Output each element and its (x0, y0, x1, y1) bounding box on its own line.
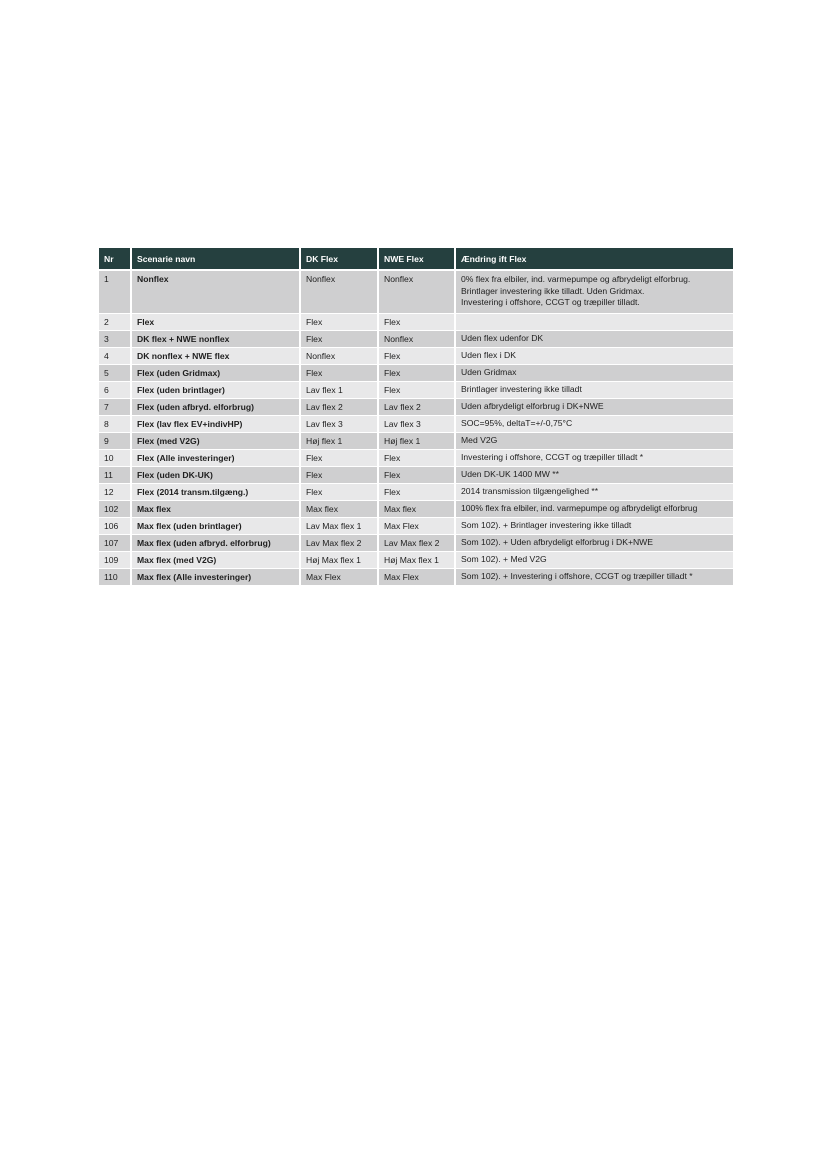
cell-change: Med V2G (455, 433, 733, 450)
cell-nr: 106 (99, 518, 131, 535)
table-row (99, 535, 733, 552)
cell-nr: 3 (99, 331, 131, 348)
table-row (99, 433, 733, 450)
cell-scenario-name: Flex (lav flex EV+indivHP) (131, 416, 300, 433)
cell-nr: 109 (99, 552, 131, 569)
cell-dk-flex: Flex (300, 365, 378, 382)
scenario-table (99, 248, 733, 586)
header-nwe-flex: NWE Flex (378, 248, 455, 270)
cell-nr: 1 (99, 270, 131, 314)
cell-change: Uden Gridmax (455, 365, 733, 382)
cell-nr: 11 (99, 467, 131, 484)
cell-scenario-name: Flex (uden brintlager) (131, 382, 300, 399)
header-dk-flex: DK Flex (300, 248, 378, 270)
cell-change: Brintlager investering ikke tilladt (455, 382, 733, 399)
cell-change: Som 102). + Uden afbrydeligt elforbrug i DK+NWE (455, 535, 733, 552)
cell-nwe-flex: Nonflex (378, 270, 455, 314)
table-body (99, 270, 733, 586)
table-row (99, 552, 733, 569)
cell-scenario-name: Max flex (Alle investeringer) (131, 569, 300, 586)
cell-dk-flex: Max flex (300, 501, 378, 518)
cell-dk-flex: Høj Max flex 1 (300, 552, 378, 569)
cell-dk-flex: Nonflex (300, 348, 378, 365)
cell-scenario-name: Nonflex (131, 270, 300, 314)
cell-nr: 6 (99, 382, 131, 399)
cell-scenario-name: Flex (Alle investeringer) (131, 450, 300, 467)
cell-nr: 2 (99, 314, 131, 331)
cell-change (455, 314, 733, 331)
cell-change: Som 102). + Med V2G (455, 552, 733, 569)
table-row (99, 365, 733, 382)
cell-scenario-name: Flex (131, 314, 300, 331)
cell-dk-flex: Max Flex (300, 569, 378, 586)
cell-nr: 12 (99, 484, 131, 501)
cell-dk-flex: Lav flex 2 (300, 399, 378, 416)
cell-nwe-flex: Lav flex 2 (378, 399, 455, 416)
cell-nr: 7 (99, 399, 131, 416)
header-change: Ændring ift Flex (455, 248, 733, 270)
cell-scenario-name: Flex (2014 transm.tilgæng.) (131, 484, 300, 501)
cell-change: 0% flex fra elbiler, ind. varmepumpe og afbrydeligt elforbrug. Brintlager investering ikke tilladt. Uden Gridmax. Investering i offshore, CCGT og træpiller tilladt. (455, 270, 733, 314)
cell-scenario-name: Max flex (131, 501, 300, 518)
cell-nwe-flex: Flex (378, 484, 455, 501)
cell-nwe-flex: Flex (378, 348, 455, 365)
cell-nwe-flex: Flex (378, 314, 455, 331)
cell-dk-flex: Lav Max flex 2 (300, 535, 378, 552)
cell-change: 100% flex fra elbiler, ind. varmepumpe og afbrydeligt elforbrug (455, 501, 733, 518)
cell-scenario-name: DK nonflex + NWE flex (131, 348, 300, 365)
cell-nwe-flex: Max flex (378, 501, 455, 518)
table-row (99, 484, 733, 501)
cell-scenario-name: Max flex (med V2G) (131, 552, 300, 569)
cell-dk-flex: Flex (300, 484, 378, 501)
table-row (99, 501, 733, 518)
cell-dk-flex: Lav flex 1 (300, 382, 378, 399)
cell-nr: 107 (99, 535, 131, 552)
header-scenario-name: Scenarie navn (131, 248, 300, 270)
cell-scenario-name: Flex (uden afbryd. elforbrug) (131, 399, 300, 416)
cell-dk-flex: Flex (300, 314, 378, 331)
cell-dk-flex: Nonflex (300, 270, 378, 314)
cell-dk-flex: Flex (300, 467, 378, 484)
table-row (99, 467, 733, 484)
cell-change: Uden DK-UK 1400 MW ** (455, 467, 733, 484)
cell-nr: 8 (99, 416, 131, 433)
cell-scenario-name: Flex (uden Gridmax) (131, 365, 300, 382)
cell-change: SOC=95%, deltaT=+/-0,75°C (455, 416, 733, 433)
cell-change: Som 102). + Investering i offshore, CCGT og træpiller tilladt * (455, 569, 733, 586)
cell-scenario-name: DK flex + NWE nonflex (131, 331, 300, 348)
cell-dk-flex: Lav flex 3 (300, 416, 378, 433)
cell-change: Uden flex i DK (455, 348, 733, 365)
table-row (99, 270, 733, 314)
cell-nwe-flex: Høj flex 1 (378, 433, 455, 450)
cell-change: 2014 transmission tilgængelighed ** (455, 484, 733, 501)
table-row (99, 399, 733, 416)
cell-dk-flex: Flex (300, 331, 378, 348)
table-row (99, 382, 733, 399)
cell-nr: 102 (99, 501, 131, 518)
cell-nr: 4 (99, 348, 131, 365)
table-row (99, 569, 733, 586)
cell-nr: 9 (99, 433, 131, 450)
cell-nwe-flex: Flex (378, 382, 455, 399)
cell-dk-flex: Flex (300, 450, 378, 467)
table-header-row (99, 248, 733, 270)
cell-scenario-name: Max flex (uden afbryd. elforbrug) (131, 535, 300, 552)
cell-dk-flex: Lav Max flex 1 (300, 518, 378, 535)
cell-nwe-flex: Flex (378, 450, 455, 467)
table-row (99, 314, 733, 331)
cell-nwe-flex: Flex (378, 365, 455, 382)
table-row (99, 416, 733, 433)
cell-nr: 5 (99, 365, 131, 382)
cell-nwe-flex: Lav Max flex 2 (378, 535, 455, 552)
cell-change: Uden afbrydeligt elforbrug i DK+NWE (455, 399, 733, 416)
cell-nwe-flex: Nonflex (378, 331, 455, 348)
cell-change: Uden flex udenfor DK (455, 331, 733, 348)
cell-nwe-flex: Flex (378, 467, 455, 484)
cell-scenario-name: Flex (med V2G) (131, 433, 300, 450)
table-row (99, 348, 733, 365)
cell-nwe-flex: Max Flex (378, 518, 455, 535)
header-nr: Nr (99, 248, 131, 270)
cell-dk-flex: Høj flex 1 (300, 433, 378, 450)
cell-scenario-name: Flex (uden DK-UK) (131, 467, 300, 484)
cell-change: Investering i offshore, CCGT og træpiller tilladt * (455, 450, 733, 467)
cell-nr: 10 (99, 450, 131, 467)
table-row (99, 331, 733, 348)
cell-nwe-flex: Max Flex (378, 569, 455, 586)
table-row (99, 518, 733, 535)
cell-nwe-flex: Høj Max flex 1 (378, 552, 455, 569)
cell-nwe-flex: Lav flex 3 (378, 416, 455, 433)
cell-nr: 110 (99, 569, 131, 586)
table-row (99, 450, 733, 467)
cell-change: Som 102). + Brintlager investering ikke tilladt (455, 518, 733, 535)
cell-scenario-name: Max flex (uden brintlager) (131, 518, 300, 535)
